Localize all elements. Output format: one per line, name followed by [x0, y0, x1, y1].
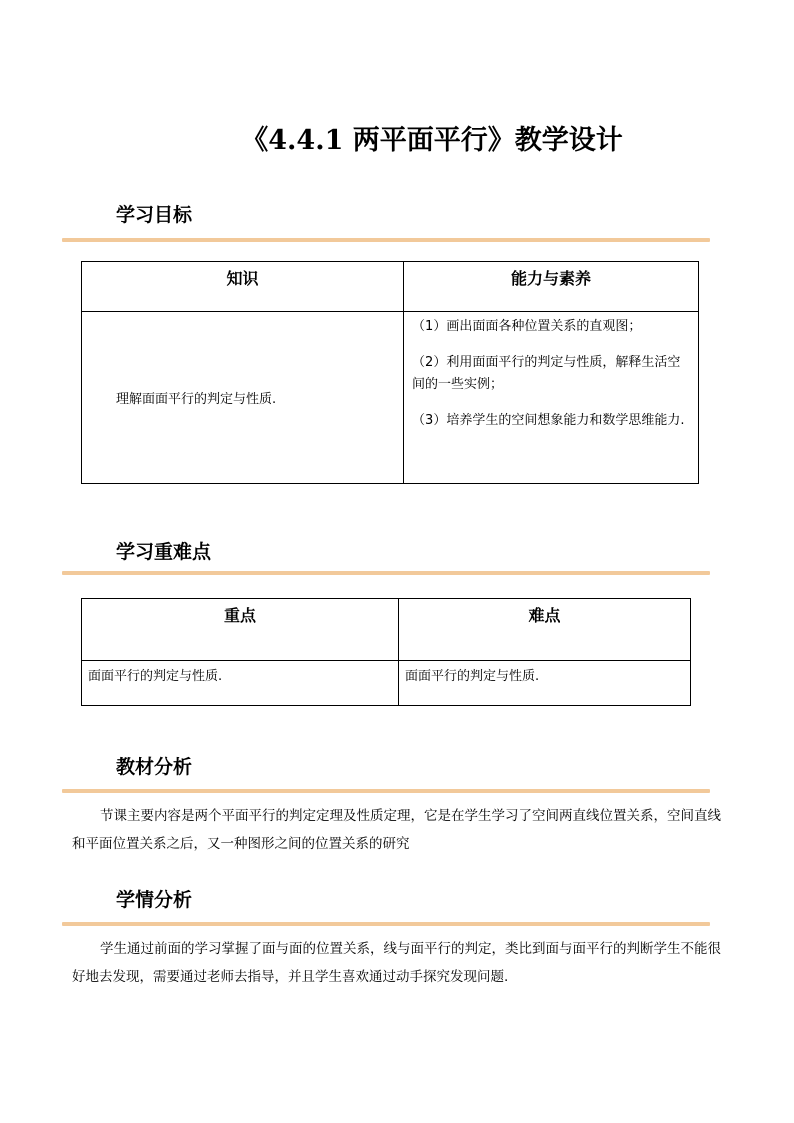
- knowledge-cell: 理解面面平行的判定与性质.: [82, 312, 404, 484]
- student-analysis: [72, 935, 732, 991]
- col-header-ability: 能力与素养: [404, 262, 699, 312]
- section-heading-key-points: 学习重难点: [116, 541, 212, 563]
- col-header-knowledge: 知识: [82, 262, 404, 312]
- section-divider: [62, 571, 710, 575]
- ability-cell: [404, 312, 699, 484]
- key-points-table: [81, 598, 691, 706]
- section-divider: [62, 922, 710, 926]
- section-heading-textbook: 教材分析: [116, 756, 193, 778]
- col-header-difficult: 难点: [399, 599, 691, 661]
- section-heading-students: 学情分析: [116, 889, 193, 911]
- page-title: 《4.4.1 两平面平行》教学设计: [241, 125, 623, 156]
- key-cell: 面面平行的判定与性质.: [82, 661, 399, 706]
- student-analysis-text: 学生通过前面的学习掌握了面与面的位置关系，线与面平行的判定，类比到面与面平行的判断学生不能很好地去发现，需要通过老师去指导，并且学生喜欢通过动手探究发现问题.: [72, 941, 721, 985]
- difficult-cell: 面面平行的判定与性质.: [399, 661, 691, 706]
- objectives-table: [81, 261, 699, 484]
- section-divider: [62, 238, 710, 242]
- textbook-analysis-text: 节课主要内容是两个平面平行的判定定理及性质定理，它是在学生学习了空间两直线位置关系，空间直线和平面位置关系之后，又一种图形之间的位置关系的研究: [72, 808, 721, 852]
- ability-item: （2）利用面面平行的判定与性质，解释生活空间的一些实例；: [412, 355, 681, 392]
- section-heading-objectives: 学习目标: [116, 204, 193, 226]
- ability-item: （3）培养学生的空间想象能力和数学思维能力.: [412, 413, 685, 428]
- ability-item: （1）画出面面各种位置关系的直观图；: [412, 319, 642, 334]
- textbook-analysis: [72, 802, 732, 858]
- section-divider: [62, 789, 710, 793]
- col-header-key: 重点: [82, 599, 399, 661]
